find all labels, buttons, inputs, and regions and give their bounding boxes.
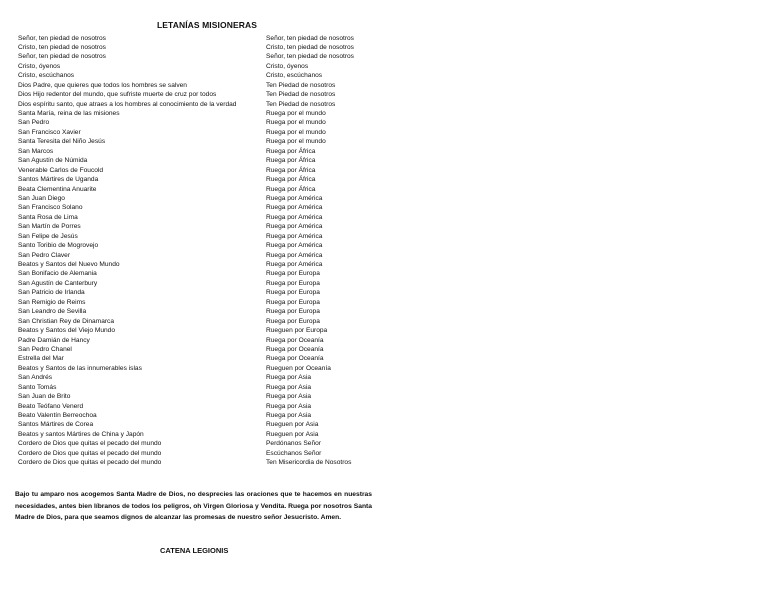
litany-row xyxy=(18,90,378,99)
litany-invocation: Santos Mártires de Corea xyxy=(18,421,94,429)
litany-response: Ruega por el mundo xyxy=(266,110,326,117)
litany-response: Ruega por América xyxy=(266,194,323,202)
litany-row xyxy=(18,222,378,231)
litany-row xyxy=(18,62,378,71)
litany-invocation: Venerable Carlos de Foucold xyxy=(18,166,104,174)
litany-invocation: San Leandro de Sevilla xyxy=(18,308,87,316)
litany-invocation: Beatos y Santos del Nuevo Mundo xyxy=(18,261,120,268)
litany-invocation: Cordero de Dios que quitas el pecado del mundo xyxy=(18,449,162,457)
litany-invocation: Santo Toribio de Mogrovejo xyxy=(18,242,99,250)
litany-row xyxy=(18,232,378,241)
litany-row xyxy=(18,307,378,316)
litany-invocation: San Marcos xyxy=(18,147,54,155)
litany-response: Rueguen por Asia xyxy=(266,430,319,438)
litany-response: Ruega por Europa xyxy=(266,289,320,297)
footer-title: CATENA LEGIONIS xyxy=(160,546,229,555)
litany-response: Ruega por África xyxy=(266,166,316,174)
litany-row xyxy=(18,345,378,354)
litany-row xyxy=(18,100,378,109)
litany-row xyxy=(18,34,378,43)
litany-invocation: Beato Teófano Venerd xyxy=(18,402,84,410)
litany-invocation: Cordero de Dios que quitas el pecado del mundo xyxy=(18,459,162,467)
litany-row xyxy=(18,298,378,307)
litany-response: Rueguen por Oceanía xyxy=(266,364,331,372)
litany-row xyxy=(18,71,378,80)
litany-response: Rueguen por Asia xyxy=(266,421,319,429)
litany-response: Ruega por Europa xyxy=(266,308,320,316)
litany-invocation: Cordero de Dios que quitas el pecado del mundo xyxy=(18,440,162,448)
litany-response: Ten Piedad de nosotros xyxy=(266,91,336,99)
litany-invocation: San Remigio de Reims xyxy=(18,298,86,306)
litany-row xyxy=(18,52,378,61)
litany-response: Ruega por América xyxy=(266,223,323,231)
litany-response: Señor, ten piedad de nosotros xyxy=(266,34,354,42)
litany-invocation: Santos Mártires de Uganda xyxy=(18,176,99,184)
litany-row xyxy=(18,269,378,278)
litany-response: Ruega por Europa xyxy=(266,317,320,325)
litany-invocation: Cristo, óyenos xyxy=(18,62,61,70)
litany-invocation: Beata Clementina Anuarite xyxy=(18,185,97,193)
litany-response: Ruega por Oceanía xyxy=(266,336,324,344)
litany-row xyxy=(18,175,378,184)
litany-invocation: Beatos y Santos de las innumerables islas xyxy=(18,364,142,372)
litany-invocation: Estrella del Mar xyxy=(18,355,64,363)
litany-row xyxy=(18,279,378,288)
litany-invocation: San Pedro Chanel xyxy=(18,345,72,353)
litany-response: Rueguen por Europa xyxy=(266,327,328,335)
litany-row xyxy=(18,156,378,165)
litany-invocation: San Francisco Solano xyxy=(18,204,83,212)
litany-response: Ruega por Asia xyxy=(266,393,312,401)
litany-invocation: San Agustín de Númida xyxy=(18,157,88,165)
litany-row xyxy=(18,251,378,260)
litany-response: Ruega por Europa xyxy=(266,270,320,278)
litany-invocation: Padre Damián de Hancy xyxy=(18,336,90,344)
litany-response: Ten Piedad de nosotros xyxy=(266,81,336,89)
litany-response: Ruega por América xyxy=(266,204,323,212)
litany-response: Cristo, escúchanos xyxy=(266,72,323,80)
litany-invocation: San Felipe de Jesús xyxy=(18,232,78,240)
litany-row xyxy=(18,458,378,467)
litany-response: Ruega por el mundo xyxy=(266,119,326,127)
litany-row xyxy=(18,411,378,420)
litany-response: Ruega por el mundo xyxy=(266,128,326,136)
litany-row xyxy=(18,128,378,137)
litany-invocation: San Martín de Porres xyxy=(18,223,81,231)
litany-row xyxy=(18,43,378,52)
closing-prayer: Bajo tu amparo nos acogemos Santa Madre de Dios, no desprecies las oraciones que te hacemos en nuestras necesidades, antes bien líbranos de todos los peligros, oh Virgen Gloriosa y Vendita. Ruega por nosotros Santa Madre de Dios, para que seamos dignos de alcanzar las promesas de nuestro señor Jesucristo. Amen. xyxy=(15,491,372,522)
litany-table xyxy=(18,34,378,468)
litany-invocation: San Juan Diego xyxy=(18,194,65,202)
litany-row xyxy=(18,402,378,411)
litany-response: Ruega por América xyxy=(266,251,323,259)
litany-response: Ruega por Asia xyxy=(266,412,312,419)
litany-response: Ruega por América xyxy=(266,242,323,250)
litany-row xyxy=(18,109,378,118)
litany-row xyxy=(18,439,378,448)
litany-row xyxy=(18,383,378,392)
litany-row xyxy=(18,392,378,401)
litany-row xyxy=(18,354,378,363)
litany-row xyxy=(18,336,378,345)
litany-row xyxy=(18,81,378,90)
litany-invocation: San Agustín de Canterbury xyxy=(18,279,98,287)
litany-row xyxy=(18,118,378,127)
litany-row xyxy=(18,241,378,250)
litany-response: Ten Piedad de nosotros xyxy=(266,100,336,108)
litany-invocation: San Pedro xyxy=(18,119,50,127)
litany-row xyxy=(18,260,378,269)
litany-row xyxy=(18,213,378,222)
litany-invocation: Beatos y santos Mártires de China y Japón xyxy=(18,430,144,438)
litany-row xyxy=(18,147,378,156)
litany-response: Cristo, óyenos xyxy=(266,62,309,70)
litany-row xyxy=(18,137,378,146)
litany-response: Ruega por América xyxy=(266,261,323,268)
litany-response: Ruega por Asia xyxy=(266,402,312,410)
litany-row xyxy=(18,420,378,429)
litany-invocation: Cristo, escúchanos xyxy=(18,72,75,80)
litany-response: Ruega por América xyxy=(266,232,323,240)
litany-row xyxy=(18,364,378,373)
litany-invocation: Beato Valentín Berreochoa xyxy=(18,412,97,419)
litany-row xyxy=(18,373,378,382)
litany-response: Señor, ten piedad de nosotros xyxy=(266,53,354,61)
litany-response: Ruega por Asia xyxy=(266,383,312,391)
litany-row xyxy=(18,185,378,194)
litany-response: Escúchanos Señor xyxy=(266,449,322,457)
litany-invocation: San Christian Rey de Dinamarca xyxy=(18,317,115,325)
litany-invocation: Cristo, ten piedad de nosotros xyxy=(18,43,106,51)
litany-invocation: Santa Rosa de Lima xyxy=(18,213,78,221)
litany-invocation: San Bonifacio de Alemania xyxy=(18,270,97,278)
litany-invocation: San Patricio de Irlanda xyxy=(18,289,85,297)
litany-invocation: Señor, ten piedad de nosotros xyxy=(18,53,106,61)
litany-row xyxy=(18,317,378,326)
litany-row xyxy=(18,203,378,212)
litany-invocation: Santa Teresita del Niño Jesús xyxy=(18,138,106,146)
litany-response: Ruega por Asia xyxy=(266,374,312,382)
litany-invocation: Dios espíritu santo, que atraes a los hombres al conocimiento de la verdad xyxy=(18,100,237,108)
litany-invocation: San Juan de Brito xyxy=(18,393,71,401)
litany-invocation: San Pedro Claver xyxy=(18,251,71,259)
litany-row xyxy=(18,194,378,203)
litany-invocation: Santo Tomás xyxy=(18,383,57,391)
litany-row xyxy=(18,166,378,175)
litany-invocation: San Andrés xyxy=(18,374,53,382)
litany-response: Ruega por África xyxy=(266,157,316,165)
litany-response: Ruega por Europa xyxy=(266,298,320,306)
litany-invocation: San Francisco Xavier xyxy=(18,128,81,136)
litany-response: Ruega por América xyxy=(266,213,323,221)
litany-response: Perdónanos Señor xyxy=(266,440,321,448)
litany-row xyxy=(18,326,378,335)
litany-invocation: Señor, ten piedad de nosotros xyxy=(18,34,106,42)
litany-row xyxy=(18,430,378,439)
litany-response: Ten Misericordia de Nosotros xyxy=(266,459,352,467)
litany-invocation: Beatos y Santos del Viejo Mundo xyxy=(18,327,116,335)
litany-row xyxy=(18,449,378,458)
litany-response: Ruega por África xyxy=(266,185,316,193)
litany-row xyxy=(18,288,378,297)
litany-response: Cristo, ten piedad de nosotros xyxy=(266,43,354,51)
litany-response: Ruega por el mundo xyxy=(266,138,326,146)
litany-invocation: Santa María, reina de las misiones xyxy=(18,110,120,117)
litany-response: Ruega por África xyxy=(266,176,316,184)
litany-invocation: Dios Padre, que quieres que todos los hombres se salven xyxy=(18,81,187,89)
page-title: LETANÍAS MISIONERAS xyxy=(157,20,257,30)
litany-response: Ruega por Europa xyxy=(266,279,320,287)
litany-response: Ruega por África xyxy=(266,147,316,155)
litany-response: Ruega por Oceanía xyxy=(266,345,324,353)
litany-invocation: Dios Hijo redentor del mundo, que sufriste muerte de cruz por todos xyxy=(18,91,217,99)
litany-response: Ruega por Oceanía xyxy=(266,355,324,363)
